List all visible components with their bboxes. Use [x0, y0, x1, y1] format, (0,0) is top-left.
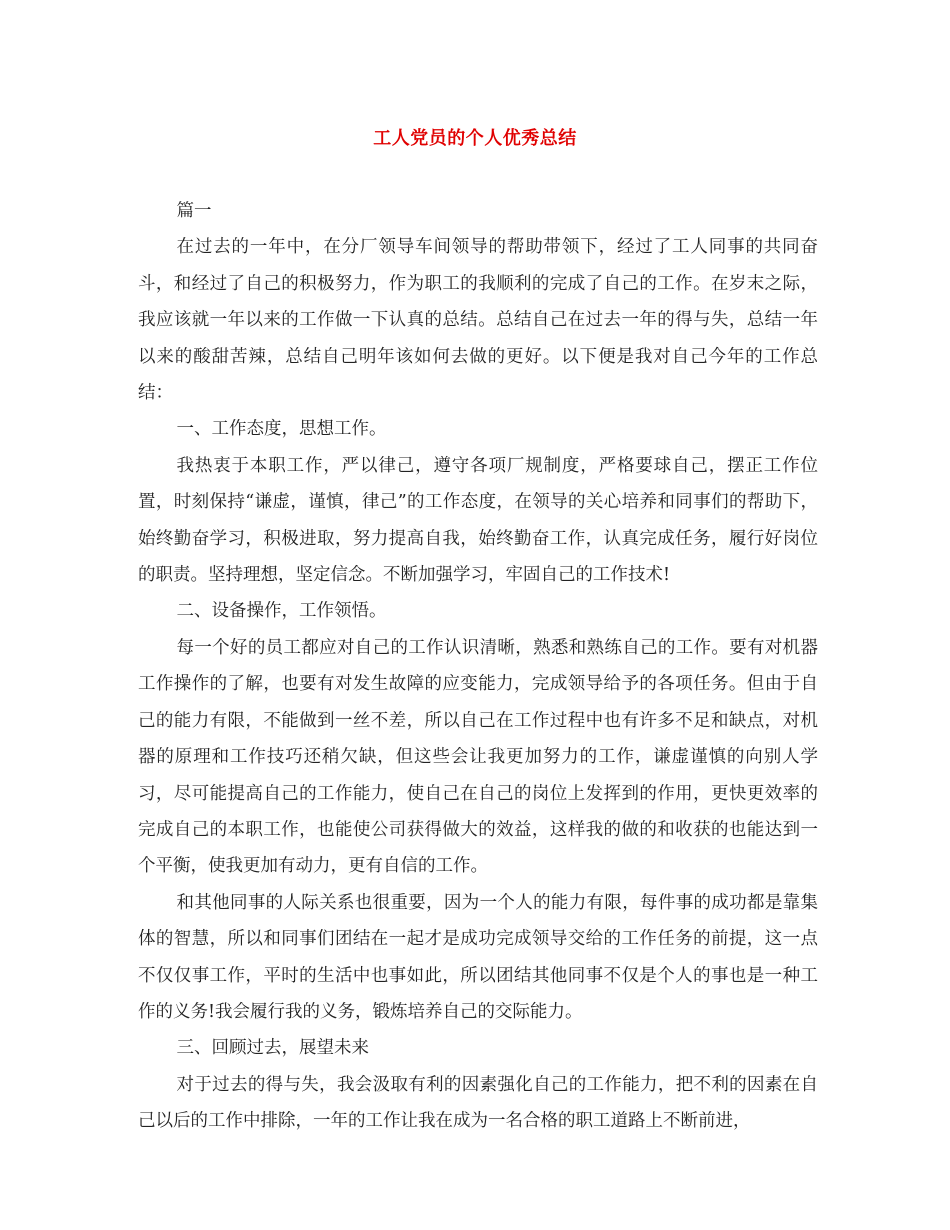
- paragraph: 在过去的一年中，在分厂领导车间领导的帮助带领下，经过了工人同事的共同奋斗，和经过了自己的积极努力，作为职工的我顺利的完成了自己的工作。在岁末之际，我应该就一年以来的工作做一下认真的总结。总结自己在过去一年的得与失，总结一年以来的酸甜苦辣，总结自己明年该如何去做的更好。以下便是我对自己今年的工作总结：: [138, 237, 818, 404]
- paragraph: 每一个好的员工都应对自己的工作认识清晰，熟悉和熟练自己的工作。要有对机器工作操作的了解，也要有对发生故障的应变能力，完成领导给予的各项任务。但由于自己的能力有限，不能做到一丝不差，所以自己在工作过程中也有许多不足和缺点，对机器的原理和工作技巧还稍欠缺，但这些会让我更加努力的工作，谦虚谨慎的向别人学习，尽可能提高自己的工作能力，使自己在自己的岗位上发挥到的作用，更快更效率的完成自己的本职工作，也能使公司获得做大的效益，这样我的做的和收获的也能达到一个平衡，使我更加有动力，更有自信的工作。: [138, 637, 818, 877]
- section-heading: 一、工作态度，思想工作。: [176, 419, 387, 440]
- paragraph: 对于过去的得与失，我会汲取有利的因素强化自己的工作能力，把不利的因素在自己以后的工作中排除，一年的工作让我在成为一名合格的职工道路上不断前进，: [138, 1074, 818, 1132]
- paragraph: 和其他同事的人际关系也很重要，因为一个人的能力有限，每件事的成功都是靠集体的智慧，所以和同事们团结在一起才是成功完成领导交给的工作任务的前提，这一点不仅仅事工作，平时的生活中也事如此，所以团结其他同事不仅是个人的事也是一种工作的义务!我会履行我的义务，锻炼培养自己的交际能力。: [138, 892, 818, 1022]
- section-label: 篇一: [176, 201, 212, 221]
- section-heading: 二、设备操作，工作领悟。: [176, 601, 387, 622]
- paragraph: 我热衷于本职工作，严以律己，遵守各项厂规制度，严格要球自己，摆正工作位置，时刻保持“谦虚，谨慎，律己”的工作态度，在领导的关心培养和同事们的帮助下，始终勤奋学习，积极进取，努力提高自我，始终勤奋工作，认真完成任务，履行好岗位的职责。坚持理想，坚定信念。不断加强学习，牢固自己的工作技术!: [138, 455, 818, 586]
- document-body: [138, 193, 818, 1140]
- section-heading: 三、回顾过去，展望未来: [176, 1038, 369, 1059]
- document-title: 工人党员的个人优秀总结: [373, 128, 577, 149]
